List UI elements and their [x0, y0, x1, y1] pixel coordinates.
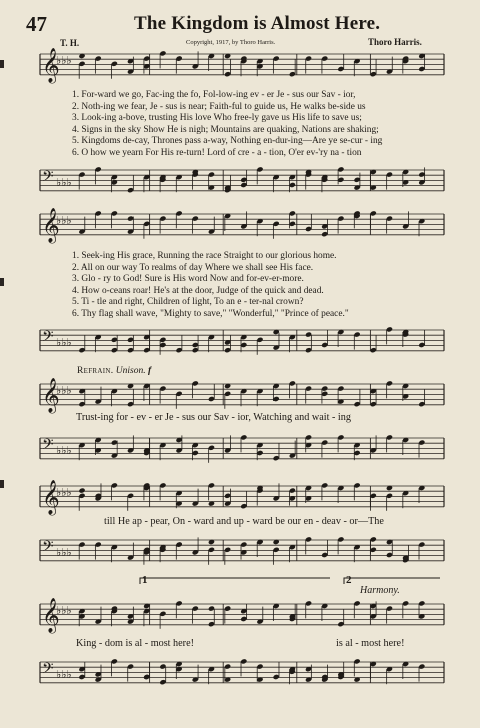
- margin-mark: [0, 60, 4, 68]
- bass-clef-icon: 𝄢: [42, 660, 54, 681]
- unison-direction: Unison.: [115, 366, 146, 376]
- refrain-lyric-line-1: Trust-ing for - ev - er Je - sus our Sav - ior, Watching and wait - ing: [76, 412, 351, 423]
- treble-clef-icon: 𝄞: [42, 480, 60, 515]
- margin-mark: [0, 278, 4, 286]
- key-signature-icon: ♭♭♭: [56, 54, 72, 67]
- key-signature-icon: ♭♭♭: [56, 444, 72, 457]
- first-ending-number: 1: [142, 574, 148, 586]
- bass-clef-icon: 𝄢: [42, 328, 54, 349]
- hymn-number: 47: [26, 12, 47, 36]
- bass-clef-icon: 𝄢: [42, 436, 54, 457]
- verse-line: 4. Signs in the sky Show He is nigh; Mountains are quaking, Nations are shaking;: [72, 124, 379, 135]
- verses-part-1: [72, 90, 382, 159]
- treble-clef-icon: 𝄞: [42, 48, 60, 83]
- verse-line: 5. Ti - tle and right, Children of light, To an e - ter-nal crown?: [72, 297, 304, 307]
- verse-line: 2. All on our way To realms of day Where we shall see His face.: [72, 262, 314, 273]
- verse-line: 1. Seek-ing His grace, Running the race Straight to our glorious home.: [72, 251, 337, 261]
- key-signature-icon: ♭♭♭: [56, 336, 72, 349]
- composer-credit: Thoro Harris.: [368, 37, 422, 47]
- copyright-notice: Copyright, 1917, by Thoro Harris.: [186, 39, 276, 46]
- treble-clef-icon: 𝄞: [42, 208, 60, 243]
- treble-staff: [40, 210, 444, 250]
- bass-clef-icon: 𝄢: [42, 168, 54, 189]
- refrain-heading: [77, 366, 151, 376]
- refrain-lyric-line-3b: is al - most here!: [336, 638, 405, 649]
- treble-clef-icon: 𝄞: [42, 598, 60, 633]
- hymn-title: The Kingdom is Almost Here.: [134, 13, 381, 34]
- dynamic-marking: f: [147, 366, 152, 376]
- verse-line: 3. Glo - ry to God! Sure is His word Now and for-ev-er-more.: [72, 274, 304, 284]
- refrain-lyric-line-3a: King - dom is al - most here!: [76, 638, 194, 649]
- verse-line: 2. Noth-ing we fear, Je - sus is near; Faith-ful to guide us, He walks be-side us: [72, 101, 366, 112]
- key-signature-icon: ♭♭♭: [56, 668, 72, 681]
- treble-staff: [40, 50, 444, 90]
- key-signature-icon: ♭♭♭: [56, 486, 72, 499]
- music-system-3: [40, 380, 444, 480]
- bass-staff: [40, 166, 444, 206]
- lyricist-credit: T. H.: [60, 38, 80, 48]
- harmony-direction: Harmony.: [360, 585, 400, 596]
- verse-line: 3. Look-ing a-bove, trusting His love Who free-ly gave us His life to save us;: [72, 113, 362, 123]
- verses-part-2: [72, 251, 349, 320]
- verse-line: 5. Kingdoms de-cay, Thrones pass a-way, Nothing en-dur-ing—Are ye se-cur - ing: [72, 136, 383, 146]
- key-signature-icon: ♭♭♭: [56, 546, 72, 559]
- bass-staff: [40, 326, 444, 366]
- treble-staff: [40, 600, 444, 640]
- refrain-lyric-line-2: till He ap - pear, On - ward and up - ward be our en - deav - or—The: [104, 516, 384, 527]
- bass-staff: [40, 536, 444, 576]
- key-signature-icon: ♭♭♭: [56, 214, 72, 227]
- verse-line: 1. For-ward we go, Fac-ing the fo, Fol-low-ing ev - er Je - sus our Sav - ior,: [72, 90, 356, 100]
- key-signature-icon: ♭♭♭: [56, 604, 72, 617]
- key-signature-icon: ♭♭♭: [56, 176, 72, 189]
- key-signature-icon: ♭♭♭: [56, 384, 72, 397]
- verse-line: 6. Thy flag shall wave, "Mighty to save," "Wonderful," "Prince of peace.": [72, 308, 349, 319]
- second-ending-number: 2: [346, 574, 352, 586]
- verse-line: 4. How o-ceans roar! He's at the door, Judge of the quick and dead.: [72, 285, 324, 296]
- margin-mark: [0, 480, 4, 488]
- bass-clef-icon: 𝄢: [42, 538, 54, 559]
- refrain-label: Refrain.: [77, 366, 114, 376]
- bass-staff: [40, 658, 444, 698]
- bass-staff: [40, 434, 444, 474]
- music-system-5: [40, 600, 444, 710]
- treble-clef-icon: 𝄞: [42, 378, 60, 413]
- music-system-4: [40, 482, 444, 582]
- verse-line: 6. O how we yearn For His re-turn! Lord of cre - a - tion, O'er ev-'ry na - tion: [72, 147, 362, 158]
